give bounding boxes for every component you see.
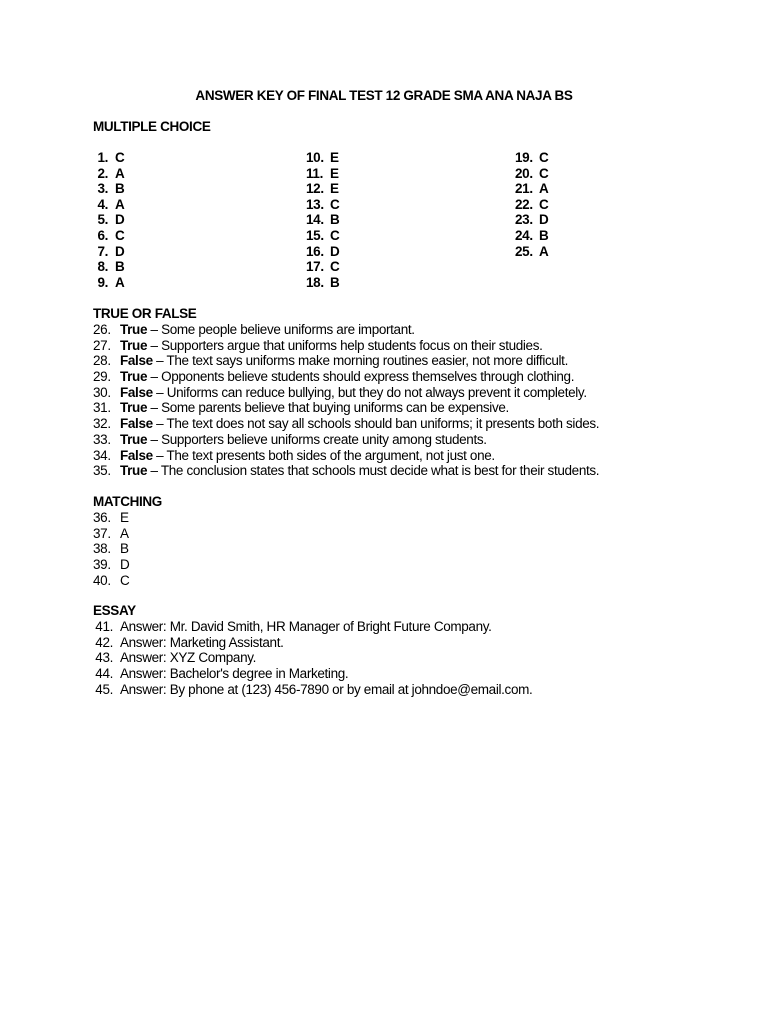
item-verdict: True xyxy=(120,369,148,385)
mc-item-answer: D xyxy=(115,243,125,259)
item-number: 38. xyxy=(93,541,111,557)
mc-item xyxy=(88,244,124,260)
mc-item xyxy=(306,181,339,197)
mc-column-2 xyxy=(306,150,339,290)
item-explanation: – Opponents believe students should express themselves through clothing. xyxy=(147,369,575,385)
list-item xyxy=(93,448,599,464)
mc-item-answer: C xyxy=(330,227,340,243)
list-item xyxy=(93,416,599,432)
mc-item-number: 18. xyxy=(306,274,324,290)
list-item xyxy=(93,666,532,682)
item-explanation: – The text says uniforms make morning routines easier, not more difficult. xyxy=(152,353,568,369)
item-number: 37. xyxy=(93,525,111,541)
mc-item-answer: C xyxy=(539,165,549,181)
mc-item-number: 17. xyxy=(306,259,324,275)
list-item xyxy=(93,353,599,369)
mc-item xyxy=(515,166,548,182)
item-verdict: False xyxy=(120,353,153,369)
item-answer: C xyxy=(120,572,130,588)
mc-item-answer: E xyxy=(330,181,339,197)
mc-item-answer: A xyxy=(115,196,125,212)
mc-item xyxy=(88,228,124,244)
item-verdict: False xyxy=(120,384,153,400)
mc-item-number: 7. xyxy=(97,243,108,259)
list-item xyxy=(93,510,129,526)
matching-heading: MATCHING xyxy=(93,494,162,509)
item-explanation: – The text does not say all schools should ban uniforms; it presents both sides. xyxy=(152,416,600,432)
mc-item xyxy=(88,150,124,166)
mc-item xyxy=(306,197,339,213)
item-number: 33. xyxy=(93,431,111,447)
mc-item-number: 21. xyxy=(515,181,533,197)
item-verdict: True xyxy=(120,337,148,353)
mc-item xyxy=(515,197,548,213)
true-false-list xyxy=(93,322,599,479)
mc-item-answer: D xyxy=(539,212,549,228)
item-verdict: True xyxy=(120,400,148,416)
mc-item xyxy=(88,212,124,228)
matching-list xyxy=(93,510,129,588)
mc-item-number: 25. xyxy=(515,243,533,259)
mc-item xyxy=(88,259,124,275)
mc-item xyxy=(306,150,339,166)
mc-item xyxy=(306,259,339,275)
item-number: 40. xyxy=(93,572,111,588)
mc-item-number: 14. xyxy=(306,212,324,228)
list-item xyxy=(93,573,129,589)
mc-item-answer: C xyxy=(330,196,340,212)
list-item xyxy=(93,322,599,338)
item-number: 36. xyxy=(93,510,111,525)
mc-item-answer: D xyxy=(330,243,340,259)
item-answer: Answer: Bachelor's degree in Marketing. xyxy=(120,666,349,682)
mc-item-number: 22. xyxy=(515,196,533,212)
item-number: 35. xyxy=(93,463,111,479)
item-explanation: – Supporters believe uniforms create unity among students. xyxy=(147,431,487,447)
item-answer: Answer: Marketing Assistant. xyxy=(120,634,284,650)
mc-item xyxy=(306,228,339,244)
item-number: 30. xyxy=(93,384,111,400)
mc-item-answer: E xyxy=(330,150,339,165)
item-number: 27. xyxy=(93,337,111,353)
true-false-heading: TRUE OR FALSE xyxy=(93,306,197,321)
mc-item xyxy=(306,244,339,260)
mc-item xyxy=(88,197,124,213)
list-item xyxy=(93,338,599,354)
mc-item-number: 8. xyxy=(97,259,108,275)
mc-item xyxy=(306,275,339,291)
mc-item xyxy=(515,181,548,197)
mc-item-number: 20. xyxy=(515,165,533,181)
mc-item-answer: B xyxy=(330,212,340,228)
item-answer: D xyxy=(120,557,130,573)
mc-item xyxy=(515,228,548,244)
mc-item-answer: A xyxy=(115,274,125,290)
mc-item-number: 11. xyxy=(306,165,323,181)
item-verdict: True xyxy=(120,463,148,479)
item-answer: B xyxy=(120,541,129,557)
page-title: ANSWER KEY OF FINAL TEST 12 GRADE SMA ANA NAJA BS xyxy=(195,88,573,103)
item-answer: Answer: Mr. David Smith, HR Manager of Bright Future Company. xyxy=(120,619,492,634)
mc-item-number: 3. xyxy=(97,181,108,197)
mc-item-answer: A xyxy=(539,181,549,197)
mc-item xyxy=(88,275,124,291)
mc-item-answer: E xyxy=(330,165,339,181)
mc-item-answer: D xyxy=(115,212,125,228)
mc-item-number: 6. xyxy=(97,227,108,243)
mc-item-answer: C xyxy=(115,227,125,243)
mc-item-number: 16. xyxy=(306,243,324,259)
item-explanation: – The conclusion states that schools must decide what is best for their students. xyxy=(147,463,600,479)
item-number: 45. xyxy=(95,681,113,697)
mc-item-answer: C xyxy=(330,259,340,275)
item-explanation: – Some people believe uniforms are important. xyxy=(147,322,415,337)
item-answer: Answer: By phone at (123) 456-7890 or by email at johndoe@email.com. xyxy=(120,681,533,697)
list-item xyxy=(93,682,532,698)
list-item xyxy=(93,369,599,385)
item-number: 43. xyxy=(95,650,113,666)
mc-item-answer: B xyxy=(330,274,340,290)
mc-item-number: 24. xyxy=(515,227,533,243)
item-number: 29. xyxy=(93,369,111,385)
mc-item xyxy=(515,150,548,166)
mc-item xyxy=(306,212,339,228)
mc-item-number: 10. xyxy=(306,150,324,165)
list-item xyxy=(93,635,532,651)
item-number: 44. xyxy=(95,666,113,682)
mc-item-answer: C xyxy=(115,150,125,165)
item-number: 31. xyxy=(93,400,111,416)
list-item xyxy=(93,463,599,479)
item-verdict: False xyxy=(120,447,153,463)
multiple-choice-heading: MULTIPLE CHOICE xyxy=(93,119,211,134)
item-number: 39. xyxy=(93,557,111,573)
essay-list xyxy=(93,619,532,697)
item-explanation: – Uniforms can reduce bullying, but they do not always prevent it completely. xyxy=(152,384,587,400)
item-answer: Answer: XYZ Company. xyxy=(120,650,257,666)
mc-item xyxy=(306,166,339,182)
item-answer: A xyxy=(120,525,129,541)
mc-item-answer: C xyxy=(539,150,549,165)
item-number: 41. xyxy=(95,619,113,634)
mc-item-number: 15. xyxy=(306,227,324,243)
list-item xyxy=(93,541,129,557)
mc-item-answer: A xyxy=(115,165,125,181)
mc-item-answer: B xyxy=(115,259,125,275)
list-item xyxy=(93,432,599,448)
mc-item-number: 2. xyxy=(97,165,108,181)
item-number: 28. xyxy=(93,353,111,369)
list-item xyxy=(93,557,129,573)
mc-column-1 xyxy=(88,150,124,290)
item-verdict: False xyxy=(120,416,153,432)
item-explanation: – The text presents both sides of the argument, not just one. xyxy=(152,447,495,463)
mc-item-number: 1. xyxy=(97,150,108,165)
list-item xyxy=(93,619,532,635)
mc-item-number: 12. xyxy=(306,181,324,197)
mc-item-answer: A xyxy=(539,243,549,259)
item-number: 32. xyxy=(93,416,111,432)
item-number: 42. xyxy=(95,634,113,650)
mc-item-number: 19. xyxy=(515,150,533,165)
mc-item-number: 9. xyxy=(97,274,108,290)
item-explanation: – Supporters argue that uniforms help students focus on their studies. xyxy=(147,337,543,353)
mc-item-answer: B xyxy=(539,227,549,243)
mc-item xyxy=(515,244,548,260)
item-number: 26. xyxy=(93,322,111,337)
mc-item-number: 23. xyxy=(515,212,533,228)
mc-item xyxy=(88,166,124,182)
item-number: 34. xyxy=(93,447,111,463)
mc-item-number: 5. xyxy=(97,212,108,228)
mc-item-number: 13. xyxy=(306,196,324,212)
item-answer: E xyxy=(120,510,129,525)
list-item xyxy=(93,400,599,416)
list-item xyxy=(93,526,129,542)
essay-heading: ESSAY xyxy=(93,603,136,618)
list-item xyxy=(93,650,532,666)
mc-item xyxy=(88,181,124,197)
item-verdict: True xyxy=(120,322,148,337)
item-explanation: – Some parents believe that buying uniforms can be expensive. xyxy=(147,400,509,416)
mc-item xyxy=(515,212,548,228)
mc-item-answer: B xyxy=(115,181,125,197)
mc-item-answer: C xyxy=(539,196,549,212)
mc-column-3 xyxy=(515,150,548,259)
list-item xyxy=(93,385,599,401)
item-verdict: True xyxy=(120,431,148,447)
mc-item-number: 4. xyxy=(97,196,108,212)
